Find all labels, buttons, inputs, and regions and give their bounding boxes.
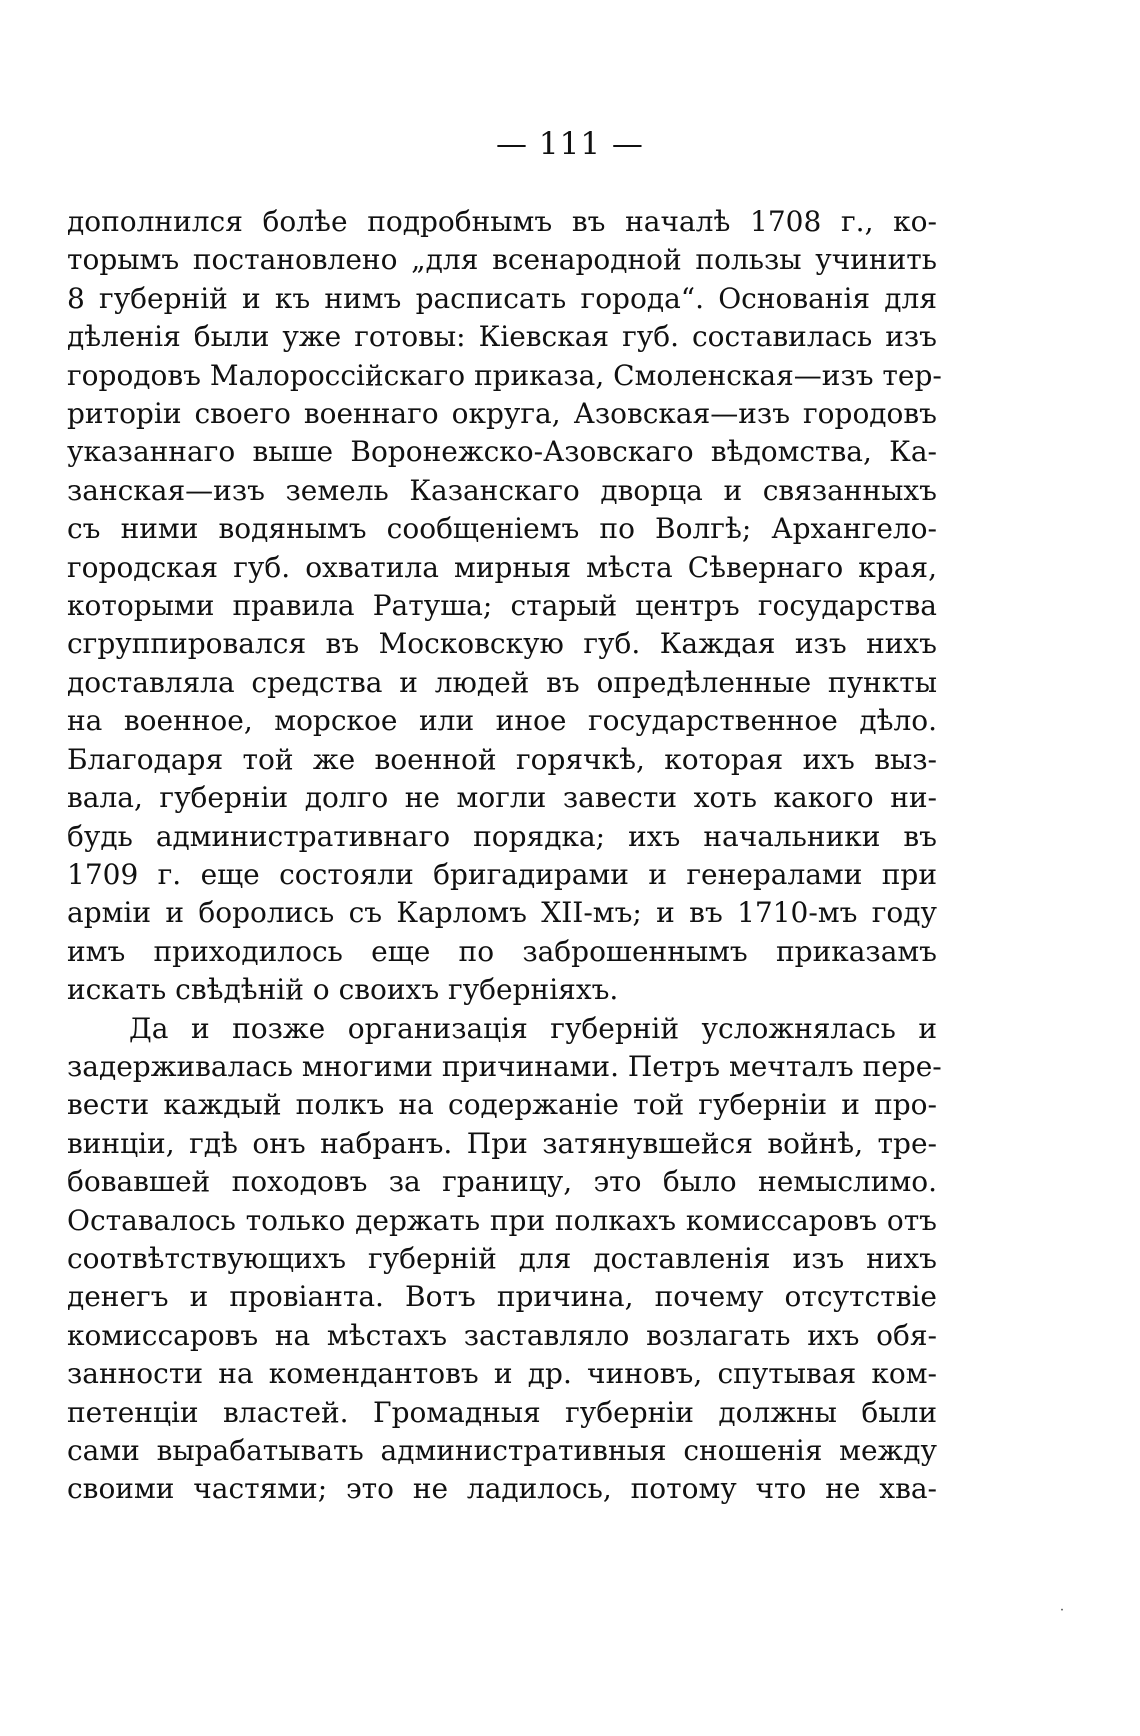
text-line: 1709 г. еще состояли бригадирами и генералами при (67, 857, 937, 891)
text-line: денегъ и провіанта. Вотъ причина, почему отсутствіе (67, 1280, 937, 1314)
text-line: съ ними водянымъ сообщеніемъ по Волгѣ; Архангело- (67, 512, 937, 546)
text-line: Благодаря той же военной горячкѣ, которая ихъ выз- (67, 742, 937, 776)
paragraph-2 (67, 1010, 942, 1509)
body-text (67, 203, 942, 1509)
text-line: доставляла средства и людей въ опредѣленные пункты (67, 665, 937, 699)
text-line: соотвѣтствующихъ губерній для доставленія изъ нихъ (67, 1241, 937, 1275)
paragraph-1 (67, 203, 942, 1010)
text-line: петенціи властей. Громадныя губерніи должны были (67, 1395, 937, 1429)
text-line: дѣленія были уже готовы: Кіевская губ. составилась изъ (67, 320, 937, 354)
text-line: задерживалась многими причинами. Петръ мечталъ пере- (67, 1049, 942, 1083)
text-line: указаннаго выше Воронежско-Азовскаго вѣдомства, Ка- (67, 435, 937, 469)
text-line: городская губ. охватила мирныя мѣста Сѣвернаго края, (67, 550, 937, 584)
text-line: дополнился болѣе подробнымъ въ началѣ 1708 г., ко- (67, 205, 937, 238)
text-line: искать свѣдѣній о своихъ губерніяхъ. (67, 973, 619, 1007)
text-line: городовъ Малороссійскаго приказа, Смоленская—изъ тер- (67, 358, 942, 392)
text-line: занности на комендантовъ и др. чиновъ, спутывая ком- (67, 1357, 937, 1391)
text-line: сгруппировался въ Московскую губ. Каждая изъ нихъ (67, 627, 937, 661)
text-line: винціи, гдѣ онъ набранъ. При затянувшейся войнѣ, тре- (67, 1126, 937, 1160)
text-line: вала, губерніи долго не могли завести хоть какого ни- (67, 781, 937, 815)
text-line: торымъ постановлено „для всенародной пользы учинить (67, 243, 937, 277)
text-line: бовавшей походовъ за границу, это было немыслимо. (67, 1165, 937, 1199)
text-line: на военное, морское или иное государственное дѣло. (67, 704, 937, 738)
page-number: — 111 — (496, 126, 644, 162)
text-line: арміи и боролись съ Карломъ XII-мъ; и въ 1710-мъ году (67, 896, 937, 930)
text-line: имъ приходилось еще по заброшеннымъ приказамъ (67, 934, 937, 968)
text-line: риторіи своего военнаго округа, Азовская—изъ городовъ (67, 397, 937, 431)
text-line: Да и позже организація губерній усложнялась и (129, 1011, 937, 1045)
text-line: которыми правила Ратуша; старый центръ государства (67, 589, 937, 623)
text-line: вести каждый полкъ на содержаніе той губерніи и про- (67, 1088, 937, 1122)
text-line: сами вырабатывать административныя сношенія между (67, 1434, 937, 1467)
text-line: Оставалось только держать при полкахъ комиссаровъ отъ (67, 1203, 937, 1237)
text-line: занская—изъ земель Казанскаго дворца и связанныхъ (67, 473, 937, 507)
page-speck: ˙ (1058, 1606, 1066, 1625)
text-line: будь административнаго порядка; ихъ начальники въ (67, 819, 937, 853)
text-line: своими частями; это не ладилось, потому что не хва- (67, 1472, 937, 1506)
text-line: 8 губерній и къ нимъ расписать города“. Основанія для (67, 281, 937, 315)
text-line: комиссаровъ на мѣстахъ заставляло возлагать ихъ обя- (67, 1318, 937, 1352)
